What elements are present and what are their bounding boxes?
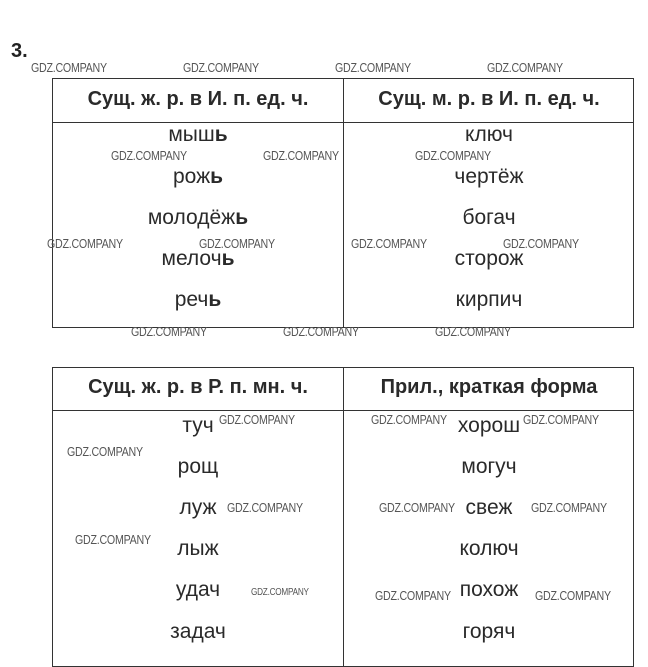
table-1-col-2-word: богач	[462, 206, 516, 229]
watermark: GDZ.COMPANY	[503, 236, 579, 251]
watermark: GDZ.COMPANY	[335, 60, 411, 75]
table-2-col-2-word: горяч	[462, 620, 516, 643]
watermark: GDZ.COMPANY	[435, 324, 511, 339]
table-2-col-1-word: лыж	[177, 537, 219, 560]
table-1-header-col-2: Сущ. м. р. в И. п. ед. ч.	[378, 88, 600, 110]
watermark: GDZ.COMPANY	[263, 148, 339, 163]
table-1-col-2-word: ключ	[465, 123, 513, 146]
watermark: GDZ.COMPANY	[31, 60, 107, 75]
watermark: GDZ.COMPANY	[219, 412, 295, 427]
table-2-col-1-word: луж	[179, 496, 217, 519]
watermark: GDZ.COMPANY	[531, 500, 607, 515]
watermark: GDZ.COMPANY	[351, 236, 427, 251]
watermark: GDZ.COMPANY	[67, 444, 143, 459]
table-1-col-2-word: сторож	[454, 247, 524, 270]
watermark: GDZ.COMPANY	[251, 587, 309, 598]
table-1	[52, 78, 634, 328]
watermark: GDZ.COMPANY	[131, 324, 207, 339]
watermark: GDZ.COMPANY	[283, 324, 359, 339]
table-1-col-2-word: кирпич	[455, 288, 523, 311]
table-2-col-1-word: туч	[182, 414, 214, 437]
table-2-col-1-word: удач	[175, 578, 221, 601]
watermark: GDZ.COMPANY	[535, 588, 611, 603]
table-1-col-1-word: мелочь	[161, 247, 235, 270]
watermark: GDZ.COMPANY	[75, 532, 151, 547]
task-number: 3.	[11, 40, 28, 62]
watermark: GDZ.COMPANY	[183, 60, 259, 75]
table-2-col-2-word: похож	[459, 578, 519, 601]
table-2-header-col-2: Прил., краткая форма	[380, 376, 598, 398]
table-1-col-1-word: рожь	[172, 165, 224, 188]
watermark: GDZ.COMPANY	[375, 588, 451, 603]
table-1-col-2-word: чертёж	[454, 165, 524, 188]
column-divider	[343, 368, 344, 666]
header-divider	[53, 410, 633, 411]
watermark: GDZ.COMPANY	[415, 148, 491, 163]
table-2-col-2-word: свеж	[465, 496, 513, 519]
watermark: GDZ.COMPANY	[379, 500, 455, 515]
table-2-col-2-word: хорош	[457, 414, 521, 437]
header-divider	[53, 122, 633, 123]
watermark: GDZ.COMPANY	[111, 148, 187, 163]
watermark: GDZ.COMPANY	[523, 412, 599, 427]
watermark: GDZ.COMPANY	[47, 236, 123, 251]
table-2-col-2-word: колюч	[459, 537, 519, 560]
table-2-col-1-word: задач	[170, 620, 226, 643]
table-1-col-1-word: мышь	[168, 123, 228, 146]
table-1-col-1-word: молодёжь	[147, 206, 249, 229]
table-2-col-2-word: могуч	[461, 455, 517, 478]
watermark: GDZ.COMPANY	[487, 60, 563, 75]
watermark: GDZ.COMPANY	[227, 500, 303, 515]
table-1-header-col-1: Сущ. ж. р. в И. п. ед. ч.	[87, 88, 309, 110]
table-2-col-1-word: рощ	[177, 455, 219, 478]
table-2-header-col-1: Сущ. ж. р. в Р. п. мн. ч.	[88, 376, 308, 398]
watermark: GDZ.COMPANY	[371, 412, 447, 427]
table-1-col-1-word: речь	[174, 288, 222, 311]
watermark: GDZ.COMPANY	[199, 236, 275, 251]
